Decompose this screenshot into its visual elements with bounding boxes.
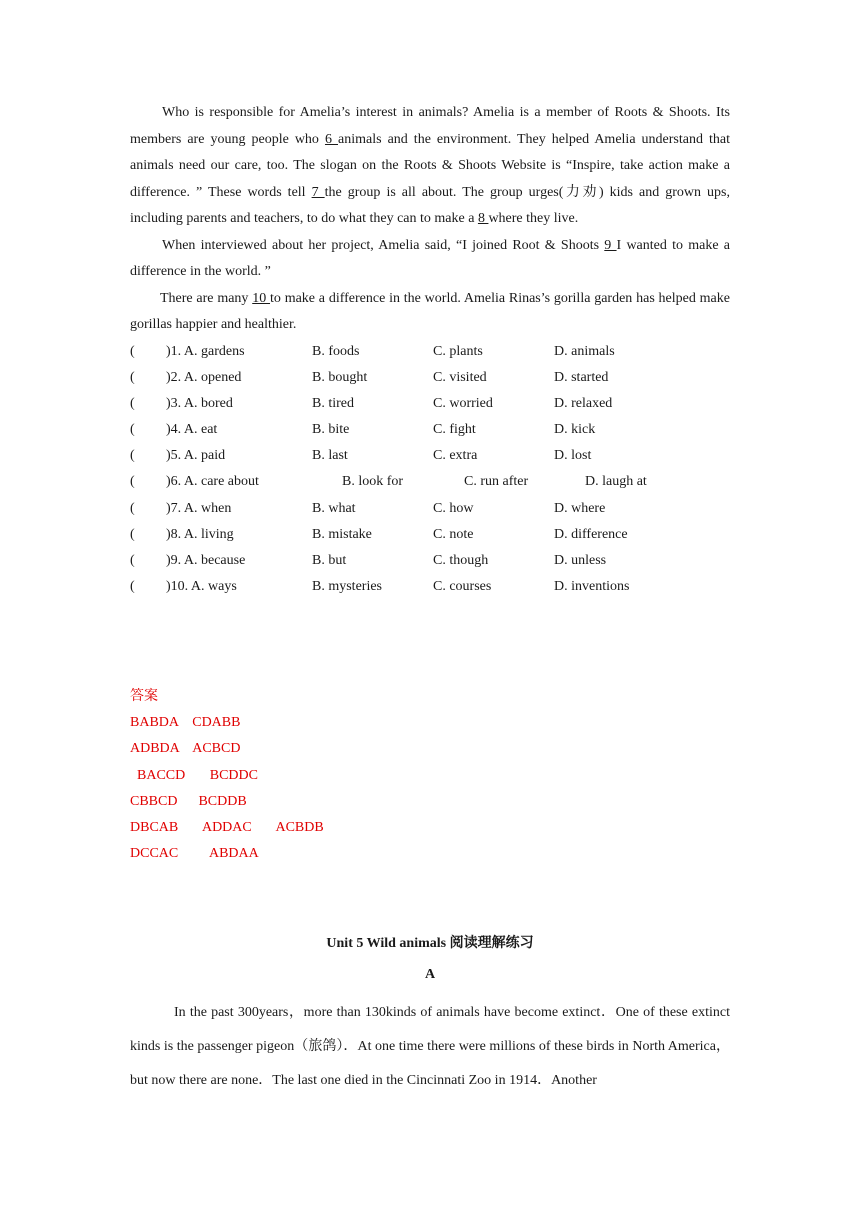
section-subtitle: A — [424, 967, 436, 982]
cloze-passage — [130, 100, 730, 600]
question-row: ( )1. A. gardens B. foods C. plants D. animals — [130, 343, 615, 359]
answer-line: CBBCD BCDDB — [130, 793, 247, 809]
reading-passage-a — [130, 996, 730, 1098]
paragraph-3: There are many 10 to make a difference in the world. Amelia Rinas’s gorilla garden has helped make gorillas happier and healthier. — [130, 290, 730, 332]
question-row: ( )6. A. care about B. look for C. run after D. laugh at — [130, 474, 647, 490]
blank-8: 8 — [477, 211, 489, 226]
question-row: ( )5. A. paid B. last C. extra D. lost — [130, 448, 592, 464]
answer-key — [130, 684, 324, 867]
question-row: ( )10. A. ways B. mysteries C. courses D. inventions — [130, 579, 630, 595]
answer-line: DBCAB ADDAC ACBDB — [130, 819, 324, 835]
question-row: ( )9. A. because B. but C. though D. unless — [130, 553, 607, 568]
answer-line: BABDA CDABB — [130, 715, 241, 731]
blank-9: 9 — [604, 237, 617, 253]
paragraph-2: When interviewed about her project, Amelia said, “I joined Root & Shoots 9 I wanted to make a difference in the world. ” — [130, 237, 731, 279]
question-row: ( )8. A. living B. mistake C. note D. difference — [130, 526, 628, 542]
question-options — [130, 339, 730, 601]
answer-line: BACCD BCDDC — [130, 767, 258, 783]
reading-paragraph: In the past 300years，more than 130kinds of animals have become extinct．One of these extinct kinds is the passenger pigeon（旅鸽）．At one time there were millions of these birds in North America，but now there are none．The last one died in the Cincinnati Zoo in 1914．Another — [130, 1005, 730, 1088]
answer-line: ADBDA ACBCD — [130, 741, 241, 757]
blank-10: 10 — [252, 290, 271, 306]
question-row: ( )4. A. eat B. bite C. fight D. kick — [130, 422, 596, 438]
question-row: ( )2. A. opened B. bought C. visited D. started — [130, 369, 609, 385]
answer-line: DCCAC ABDAA — [130, 846, 259, 862]
section-title: Unit 5 Wild animals 阅读理解练习 — [326, 936, 534, 951]
blank-6: 6 — [324, 131, 338, 147]
answer-heading: 答案 — [130, 689, 158, 704]
blank-7: 7 — [311, 184, 325, 200]
question-row: ( )7. A. when B. what C. how D. where — [130, 500, 606, 516]
paragraph-1: Who is responsible for Amelia’s interest in animals? Amelia is a member of Roots & Shoots. Its members are young people who 6 animals and the environment. They helped Amelia understand that animals need our care, too. The slogan on the Roots & Shoots Website is “Inspire, take action make a difference. ” These words tell 7 the group is all about. The group urges(力劝) kids and grown ups, including parents and teachers, to do what they can to make a 8 where they live. — [130, 105, 731, 226]
question-row: ( )3. A. bored B. tired C. worried D. relaxed — [130, 395, 613, 411]
